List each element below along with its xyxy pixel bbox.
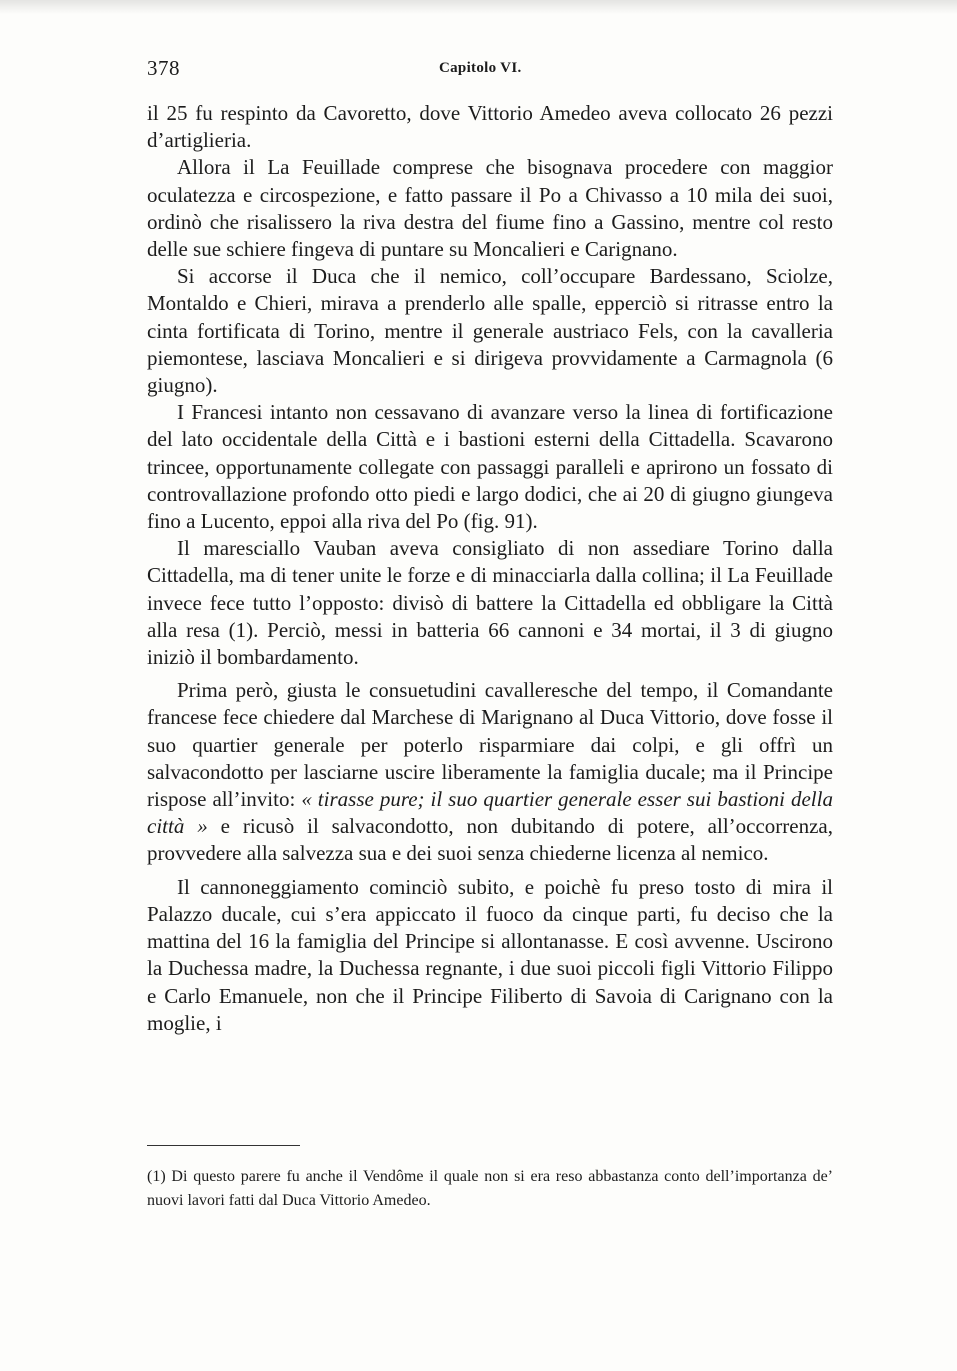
paragraph-4: I Francesi intanto non cessavano di avanzare verso la linea di fortificazione del lato occidentale della Città e i bastioni esterni della Cittadella. Scavarono trincee, opportunamente collegate con passaggi paralleli e aprirono un fossato di controvallazione profondo otto piedi e largo dodici, che ai 20 di giugno giungeva fino a Lucento, eppoi alla riva del Po (fig. 91). (147, 400, 833, 534)
footnote-divider (147, 1145, 300, 1146)
paragraph-6-before: Prima però, giusta le consuetudini cavalleresche del tempo, il Comandante francese fece chiedere dal Marchese di Marignano al Duca Vittorio, dove fosse il suo quartier generale per poterlo risparmiare dai colpi, e gli offrì un salvacondotto per lasciarne uscire liberamente la famiglia ducale; ma il Principe rispose all’invito: (147, 678, 833, 812)
paragraph-2: Allora il La Feuillade comprese che bisognava procedere con maggior oculatezza e circospezione, e fatto passare il Po a Chivasso a 10 mila dei suoi, ordinò che risalissero la riva destra del fiume fino a Gassino, mentre col resto delle sue schiere fingeva di puntare su Moncalieri e Carignano. (147, 155, 833, 262)
footnote-1: (1) Di questo parere fu anche il Vendôme il quale non si era reso abbastanza conto dell’importanza de’ nuovi lavori fatti dal Duca Vittorio Amedeo. (147, 1168, 833, 1209)
body-text (147, 100, 833, 1037)
paragraph-7: Il cannoneggiamento cominciò subito, e poichè fu preso tosto di mira il Palazzo ducale, cui s’era appiccato il fuoco da cinque parti, fu deciso che la mattina del 16 la famiglia del Principe si allontanasse. E così avvenne. Uscirono la Duchessa madre, la Duchessa regnante, i due suoi piccoli figli Vittorio Filippo e Carlo Emanuele, non che il Principe Filiberto di Savoia di Carignano con la moglie, i (147, 874, 833, 1035)
scan-edge-shadow (0, 0, 957, 14)
paragraph-1: il 25 fu respinto da Cavoretto, dove Vittorio Amedeo aveva collocato 26 pezzi d’artiglieria. (147, 101, 833, 153)
paragraph-6 (147, 677, 833, 867)
running-head: Capitolo VI. (439, 60, 522, 76)
paragraph-6-quote: « tirasse pure; il suo quartier generale esser sui bastioni della città » (147, 787, 833, 839)
paragraph-6-after: e ricusò il salvacondotto, non dubitando di potere, all’occorrenza, provvedere alla salvezza sua e dei suoi senza chiederne licenza al nemico. (147, 814, 833, 866)
paragraph-3: Si accorse il Duca che il nemico, coll’occupare Bardessano, Sciolze, Montaldo e Chieri, mirava a prenderlo alle spalle, epperciò si ritrasse entro la cinta fortificata di Torino, mentre il generale austriaco Fels, con la cavalleria piemontese, lasciava Moncalieri e si dirigeva provvidamente a Carmagnola (6 giugno). (147, 264, 833, 398)
footnotes (147, 1165, 833, 1213)
page-header (147, 56, 833, 86)
paragraph-5: Il maresciallo Vauban aveva consigliato di non assediare Torino dalla Cittadella, ma di tener unite le forze e di minacciarla dalla collina; il La Feuillade invece fece tutto l’opposto: divisò di battere la Cittadella ed obbligare la Città alla resa (1). Perciò, messi in batteria 66 cannoni e 34 mortai, il 3 di giugno iniziò il bombardamento. (147, 536, 833, 670)
page-number: 378 (147, 56, 180, 80)
